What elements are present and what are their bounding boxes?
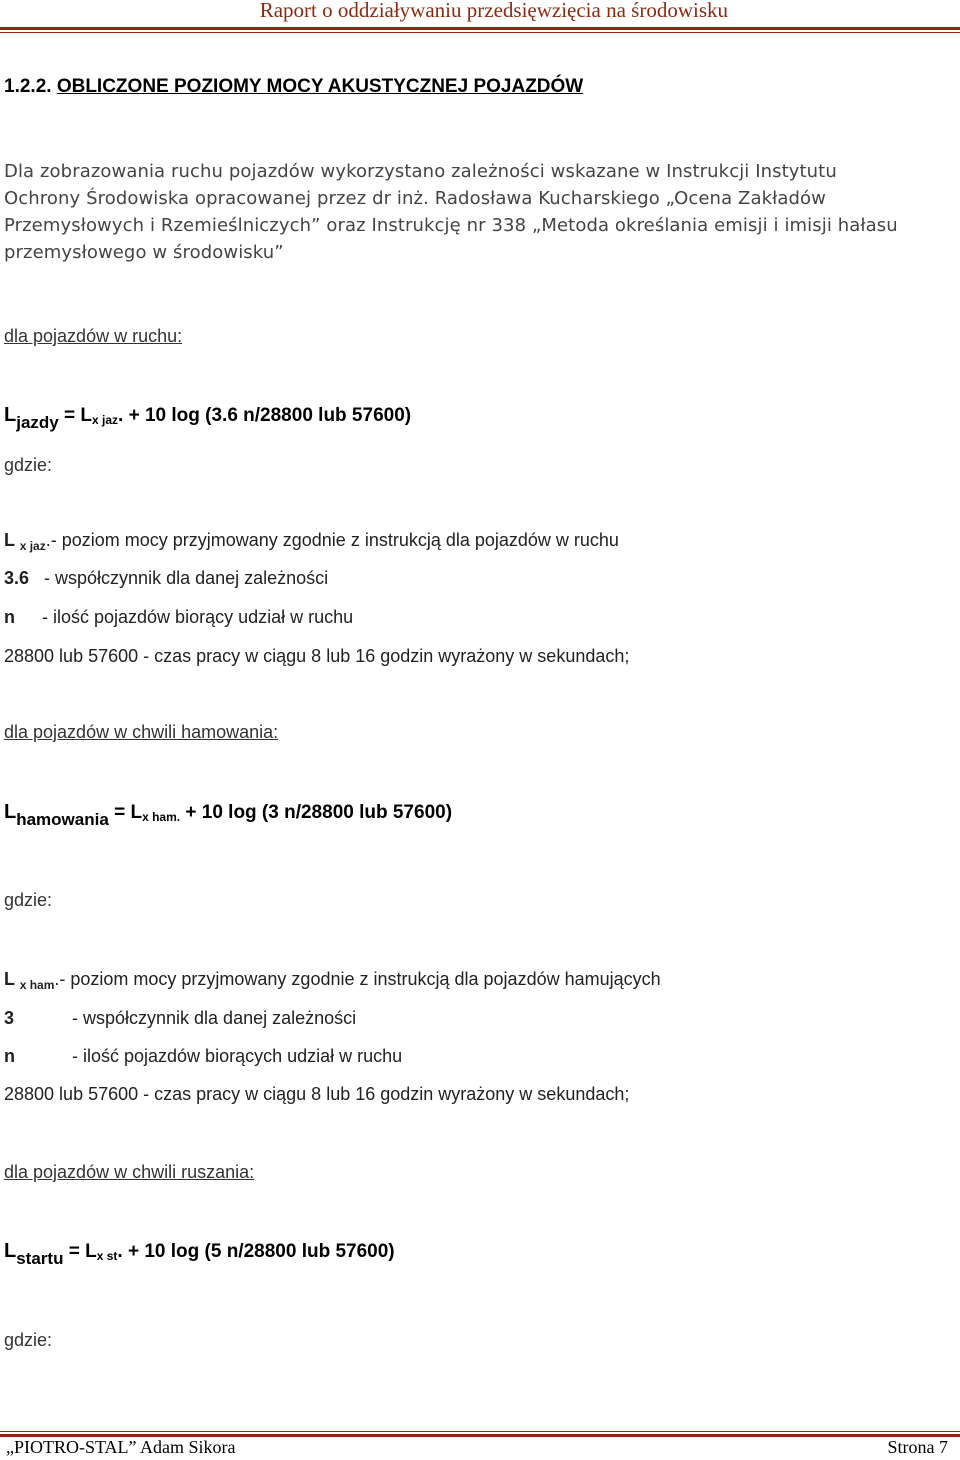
formula-eq: = L bbox=[58, 405, 93, 426]
gdzie-label: gdzie: bbox=[4, 455, 53, 475]
formula-rest: . + 10 log (3.6 n/28800 lub 57600) bbox=[118, 405, 412, 426]
definition-symbol: n bbox=[4, 607, 15, 627]
definition-text: 28800 lub 57600 - czas pracy w ciągu 8 lub 16 godzin wyrażony w sekundach; bbox=[4, 646, 630, 666]
definition-row bbox=[4, 1046, 402, 1067]
definition-row bbox=[4, 530, 619, 553]
header-rule-thick bbox=[0, 27, 960, 30]
formula-L-sub: startu bbox=[16, 1249, 64, 1268]
gdzie-label: gdzie: bbox=[4, 890, 53, 910]
formula-eq: = L bbox=[108, 802, 143, 823]
definition-symbol: 3.6 bbox=[4, 568, 30, 588]
footer-company: „PIOTRO-STAL” Adam Sikora bbox=[6, 1437, 236, 1457]
subheading-hamowanie: dla pojazdów w chwili hamowania: bbox=[4, 722, 279, 742]
formula-L-sub: hamowania bbox=[16, 810, 109, 829]
section-heading bbox=[4, 76, 583, 98]
definition-text: - ilość pojazdów biorący udział w ruchu bbox=[42, 607, 354, 627]
definition-symbol: L $_{x jaz}$ bbox=[4, 530, 46, 553]
page-number: Strona 7 bbox=[887, 1437, 948, 1457]
formula-jazdy bbox=[4, 404, 411, 433]
definition-row bbox=[4, 568, 328, 589]
formula-rest: . + 10 log (5 n/28800 lub 57600) bbox=[117, 1241, 395, 1262]
definition-text: 28800 lub 57600 - czas pracy w ciągu 8 lub 16 godzin wyrażony w sekundach; bbox=[4, 1084, 630, 1104]
formula-hamowania bbox=[4, 801, 452, 830]
formula-L: L bbox=[4, 1240, 17, 1262]
definition-text: - współczynnik dla danej zależności bbox=[72, 1008, 357, 1028]
formula-L: L bbox=[4, 801, 17, 823]
definition-text: .- poziom mocy przyjmowany zgodnie z instrukcją dla pojazdów w ruchu bbox=[45, 530, 619, 550]
page-header bbox=[0, 0, 960, 24]
subheading-ruch: dla pojazdów w ruchu: bbox=[4, 326, 183, 346]
definition-row bbox=[4, 1084, 629, 1105]
definition-row bbox=[4, 969, 661, 992]
formula-x-sub: x ham. bbox=[142, 810, 181, 824]
report-title: Raport o oddziaływaniu przedsięwzięcia na środowisku bbox=[259, 0, 728, 22]
formula-rest: + 10 log (3 n/28800 lub 57600) bbox=[180, 802, 453, 823]
section-title: OBLICZONE POZIOMY MOCY AKUSTYCZNEJ POJAZDÓW bbox=[56, 76, 584, 97]
formula-L-sub: jazdy bbox=[16, 413, 59, 432]
definition-symbol: 3 bbox=[4, 1008, 15, 1028]
formula-eq: = L bbox=[63, 1241, 97, 1262]
intro-paragraph: Dla zobrazowania ruchu pojazdów wykorzystano zależności wskazane w Instrukcji Instytutu Ochrony Środowiska opracowanej przez dr inż. Radosława Kucharskiego „Ocena Zakładów Przemysłowych i Rzemieślniczych” oraz Instrukcję nr 338 „Metoda określania emisji i imisji hałasu przemysłowego w środowisku” bbox=[4, 161, 898, 263]
formula-x-sub: x jaz bbox=[92, 413, 119, 427]
definition-row bbox=[4, 607, 353, 628]
definition-text: - współczynnik dla danej zależności bbox=[39, 568, 329, 588]
definition-text: .- poziom mocy przyjmowany zgodnie z instrukcją dla pojazdów hamujących bbox=[54, 969, 661, 989]
definition-row bbox=[4, 1008, 356, 1029]
section-number: 1.2.2. bbox=[4, 76, 52, 97]
definition-symbol: L $_{x ham}$ bbox=[4, 969, 55, 992]
footer-rule-thin bbox=[0, 1431, 960, 1432]
formula-L: L bbox=[4, 404, 17, 426]
header-rule-thin bbox=[0, 32, 960, 33]
definition-row bbox=[4, 646, 629, 667]
definition-text: - ilość pojazdów biorących udział w ruchu bbox=[72, 1046, 403, 1066]
formula-startu bbox=[4, 1240, 395, 1269]
subheading-ruszanie: dla pojazdów w chwili ruszania: bbox=[4, 1162, 255, 1182]
formula-x-sub: x st bbox=[96, 1249, 118, 1263]
definition-symbol: n bbox=[4, 1046, 15, 1066]
gdzie-label: gdzie: bbox=[4, 1330, 53, 1350]
